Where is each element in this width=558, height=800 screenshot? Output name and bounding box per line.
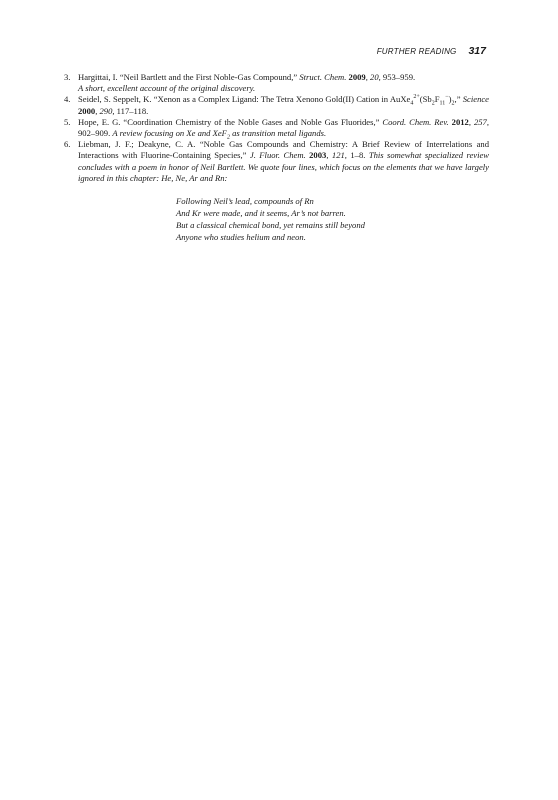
subscript: 2 xyxy=(431,101,435,108)
reference-4: 4. Seidel, S. Seppelt, K. “Xenon as a Complex Ligand: The Tetra Xenono Gold(II) Cation in $AuXe_4^{2+}(Sb_2F_{11}^-)_2$,” Science 2000, 290, 117–118. xyxy=(64,94,489,116)
reference-annotation: A short, excellent account of the original discovery. xyxy=(78,83,256,94)
poem-line: Anyone who studies helium and neon. xyxy=(176,232,306,243)
reference-title: “Neil Bartlett and the First Noble-Gas Compound,” xyxy=(119,72,300,82)
reference-title-part: ,” xyxy=(454,94,463,105)
reference-volume: 20 xyxy=(370,72,379,82)
poem-line: And Kr were made, and it seems, Ar’s not barren. xyxy=(176,208,346,219)
reference-journal: Science xyxy=(462,94,489,105)
reference-journal: J. Fluor. Chem. xyxy=(249,150,306,161)
reference-authors: Liebman, J. F.; Deakyne, C. A. xyxy=(78,139,200,150)
reference-year: 2009 xyxy=(348,72,366,82)
reference-pages: , 1–8. xyxy=(344,150,369,161)
subscript: 4 xyxy=(410,101,414,108)
page-number: 317 xyxy=(468,45,486,57)
poem-line: But a classical chemical bond, yet remains still beyond xyxy=(176,220,365,231)
reference-number: 6. xyxy=(64,139,71,150)
poem-quote xyxy=(176,195,489,243)
poem-line: Following Neil’s lead, compounds of Rn xyxy=(176,196,314,207)
reference-pages: , 902–909. xyxy=(78,116,489,139)
reference-6: 6. Liebman, J. F.; Deakyne, C. A. “Noble Gas Compounds and Chemistry: A Brief Review of Interrelations and Interactions with Fluorine-Containing Species,” J. Fluor. Chem. 2003, 121, 1–8. This somewhat specialized review concludes with a poem in honor of Neil Bartlett. We quote four lines, which focus on the elements that we have largely ignored in this chapter: He, Ne, Ar and Rn: Following Neil’s lead, compounds of Rn And Kr were made, and it seems, Ar’s not barren. But a classical chemical bond, yet remains still beyond Anyone who studies helium and neon. xyxy=(64,139,490,243)
reference-journal: Struct. Chem. xyxy=(299,72,347,82)
reference-year: 2003 xyxy=(309,150,327,161)
reference-number: 3. xyxy=(64,72,71,82)
reference-title: “Noble Gas Compounds and Chemistry: A Brief Review of Interrelations and Interactions with Fluorine-Containing Species,” xyxy=(78,139,490,161)
reference-number: 5. xyxy=(64,116,71,127)
reference-5: 5. Hope, E. G. “Coordination Chemistry of the Noble Gases and Noble Gas Fluorides,” Coord. Chem. Rev. 2012, 257, 902–909. A review focusing on Xe and XeF$_2$ as transition metal ligands. xyxy=(64,116,489,141)
reference-year: 2000 xyxy=(78,105,96,116)
reference-3: 3. Hargittai, I. “Neil Bartlett and the First Noble-Gas Compound,” Struct. Chem. 2009, 20, 953–959. A short, excellent account of the original discovery. xyxy=(64,72,416,94)
reference-title-part: (Sb xyxy=(419,94,432,105)
reference-authors: Hargittai, I. xyxy=(78,72,120,82)
reference-title: “Coordination Chemistry of the Noble Gases and Noble Gas Fluorides,” xyxy=(123,116,383,127)
reference-title: “Xenon as a Complex Ligand: The Tetra Xenono Gold(II) Cation in AuXe xyxy=(153,94,411,105)
reference-year: 2012 xyxy=(451,116,469,127)
reference-list xyxy=(64,72,489,243)
subscript: 11 xyxy=(439,101,446,108)
reference-title-part: ) xyxy=(448,94,452,105)
reference-journal: Coord. Chem. Rev. xyxy=(382,116,449,127)
reference-pages: , 117–118. xyxy=(112,105,149,116)
reference-authors: Hope, E. G. xyxy=(78,116,124,127)
running-head xyxy=(377,45,486,57)
reference-annotation: This somewhat specialized review concludes with a poem in honor of Neil Bartlett. We quote four lines, which focus on the elements that we have largely ignored in this chapter: He, Ne, Ar and Rn: xyxy=(78,150,490,183)
reference-volume: 290 xyxy=(99,105,113,116)
reference-volume: 121 xyxy=(331,150,345,161)
superscript: − xyxy=(445,94,449,101)
subscript: 2 xyxy=(451,101,455,108)
superscript: 2+ xyxy=(413,94,420,101)
reference-annotation-end: as transition metal ligands. xyxy=(229,128,327,139)
reference-pages: , 953–959. xyxy=(378,72,416,82)
reference-title-part: F xyxy=(434,94,440,105)
reference-volume: 257 xyxy=(473,116,487,127)
running-title: FURTHER READING xyxy=(376,47,457,56)
reference-number: 4. xyxy=(64,94,71,105)
subscript: 2 xyxy=(226,134,230,141)
reference-authors: Seidel, S. Seppelt, K. xyxy=(78,94,154,105)
reference-annotation: A review focusing on Xe and XeF xyxy=(112,128,227,139)
